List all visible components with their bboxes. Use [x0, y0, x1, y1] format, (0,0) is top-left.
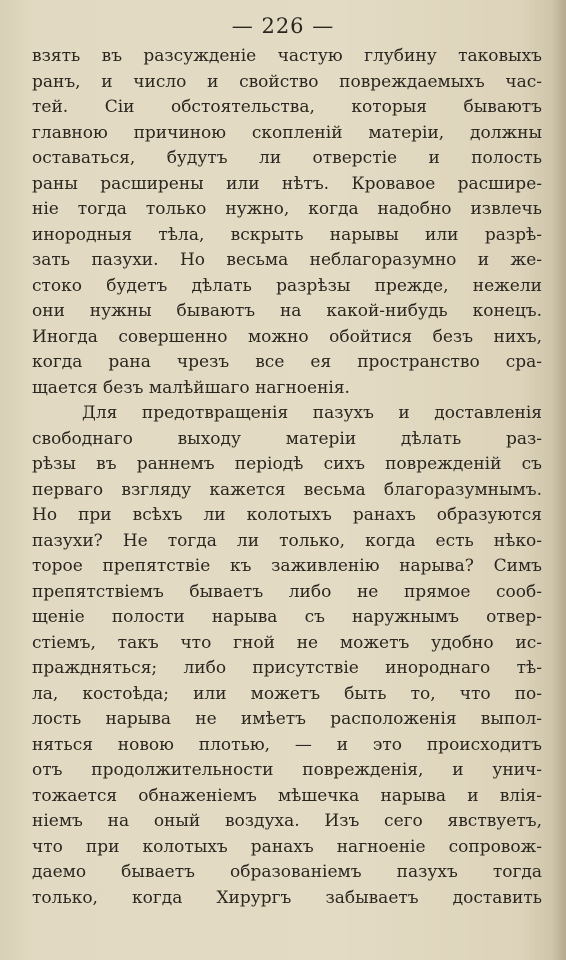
text-line: Но при всѣхъ ли колотыхъ ранахъ образуются	[32, 505, 542, 525]
text-line: главною причиною скопленій матеріи, должны	[32, 122, 542, 143]
page-body	[32, 44, 542, 911]
text-line: перваго взгляду кажется весьма благоразумнымъ.	[32, 479, 542, 500]
text-line: ла, костоѣда; или можетъ быть то, что по-	[32, 683, 542, 704]
text-line: Для предотвращенія пазухъ и доставленія	[82, 403, 542, 423]
text-line: щеніе полости нарыва съ наружнымъ отвер-	[32, 607, 542, 627]
text-line: тей. Сіи обстоятельства, которыя бываютъ	[32, 97, 542, 117]
text-line: праждняться; либо присутствіе инороднаго тѣ-	[32, 658, 542, 678]
text-line: торое препятствіе къ заживленію нарыва? Симъ	[32, 556, 542, 576]
text-line: стіемъ, такъ что гной не можетъ удобно ис-	[32, 632, 542, 653]
paragraph-1	[32, 44, 542, 401]
text-line: только, когда Хирургъ забываетъ доставить	[32, 887, 542, 908]
text-line: отъ продолжительности поврежденія, и унич-	[32, 760, 542, 780]
text-line: тожается обнаженіемъ мѣшечка нарыва и влія-	[32, 785, 542, 806]
text-line: раны расширены или нѣтъ. Кровавое расшире-	[32, 173, 542, 194]
text-line: когда рана чрезъ все ея пространство сра-	[32, 352, 542, 372]
paragraph-2	[32, 401, 542, 911]
text-line: пазухи? Не тогда ли только, когда есть нѣко-	[32, 530, 542, 551]
text-line: они нужны бываютъ на какой-нибудь конецъ.	[32, 301, 542, 321]
text-line: свободнаго выходу матеріи дѣлать раз-	[32, 428, 542, 449]
text-line: что при колотыхъ ранахъ нагноеніе сопровож-	[32, 836, 542, 857]
text-line: инородныя тѣла, вскрыть нарывы или разрѣ-	[32, 224, 542, 245]
text-line: зать пазухи. Но весьма неблагоразумно и же-	[32, 250, 542, 270]
text-line: щается безъ малѣйшаго нагноенія.	[32, 377, 350, 398]
text-line: стоко будетъ дѣлать разрѣзы прежде, нежели	[32, 275, 542, 296]
text-line: оставаться, будутъ ли отверстіе и полость	[32, 148, 542, 168]
text-line: даемо бываетъ образованіемъ пазухъ тогда	[32, 862, 542, 882]
text-line: Иногда совершенно можно обойтися безъ нихъ,	[32, 326, 542, 347]
text-line: лость нарыва не имѣетъ расположенія выпол-	[32, 709, 542, 729]
text-line: препятствіемъ бываетъ либо не прямое сооб-	[32, 581, 542, 602]
text-line: взять въ разсужденіе частую глубину таковыхъ	[32, 46, 542, 66]
text-line: ніемъ на оный воздуха. Изъ сего явствуетъ,	[32, 811, 542, 831]
text-line: няться новою плотью, — и это происходитъ	[32, 734, 542, 755]
text-line: ранъ, и число и свойство повреждаемыхъ час-	[32, 71, 542, 92]
text-line: ніе тогда только нужно, когда надобно извлечь	[32, 199, 542, 219]
text-line: рѣзы въ раннемъ періодѣ сихъ поврежденій съ	[32, 454, 542, 474]
page-number: — 226 —	[231, 14, 335, 38]
